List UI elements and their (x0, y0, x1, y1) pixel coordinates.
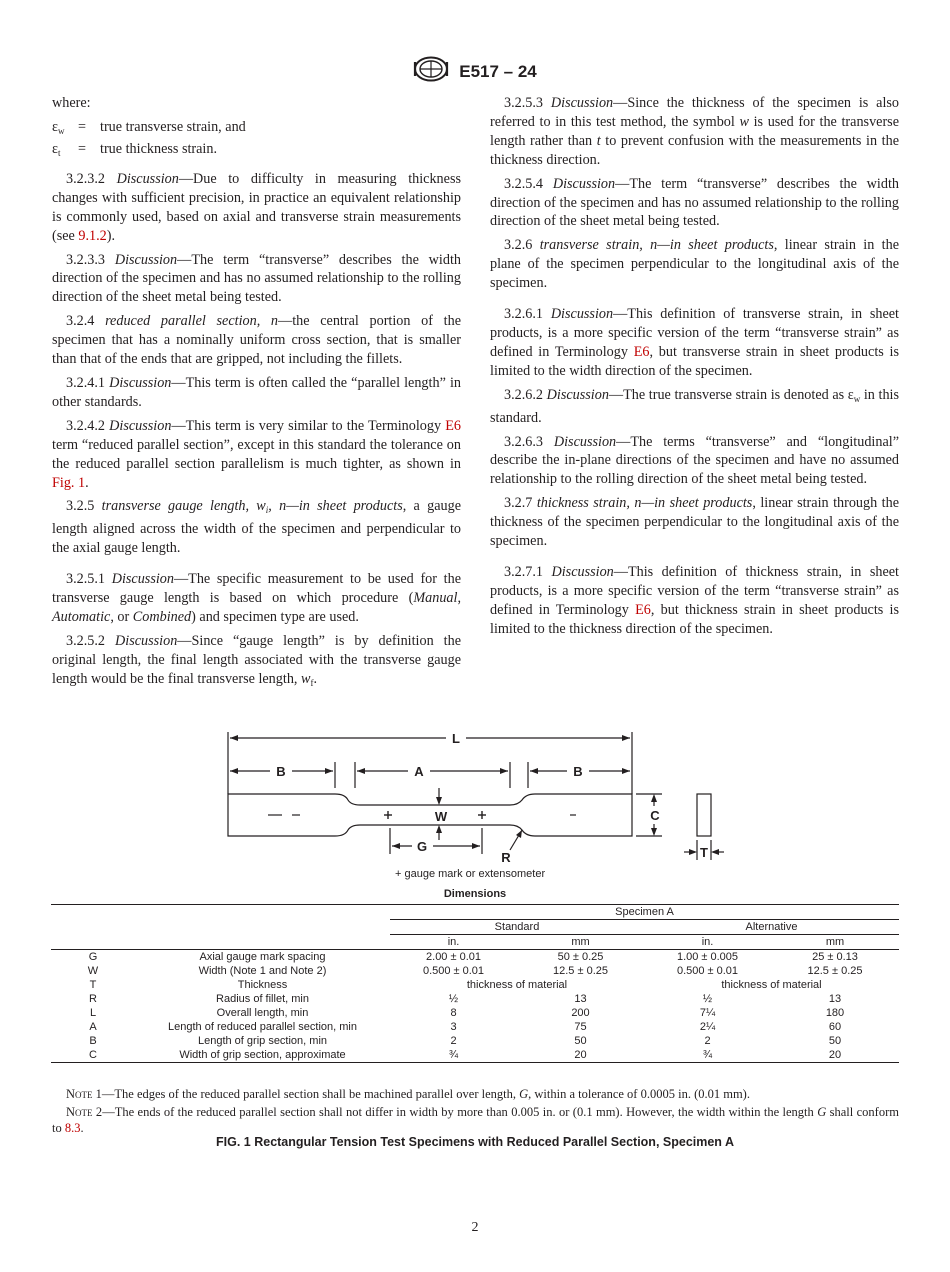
para-3-2-7: 3.2.7 thickness strain, n—in sheet products, linear strain through the thickness of the specimen perpendicular to the longitudinal axis of the specimen. (490, 495, 899, 550)
para-3-2-4-2: 3.2.4.2 Discussion—This term is very similar to the Terminology E6 term “reduced parallel section”, except in this standard the tolerance on the reduced parallel section parallelism is much tighter, as shown in Fig. 1. (52, 417, 461, 491)
where-label: where: (52, 95, 91, 111)
page-number: 2 (471, 1220, 479, 1235)
dim-label-g: G (416, 839, 428, 854)
para-3-2-6-2: 3.2.6.2 Discussion—The true transverse strain is denoted as $\varepsilon_w$ in this standard. (490, 386, 899, 426)
table-header-row (51, 920, 899, 935)
para-3-2-6-3: 3.2.6.3 Discussion—The terms “transverse” and “longitudinal” describe the in-plane directions of the specimen and have no assumed relationship to the rolling direction of the sheet metal being tested. (490, 433, 899, 488)
table-row: W Width (Note 1 and Note 2) 0.500 ± 0.01 12.5 ± 0.25 0.500 ± 0.01 12.5 ± 0.25 (87, 965, 863, 977)
table-row: B Length of grip section, min 2 50 2 50 (89, 1035, 842, 1047)
table-row: C Width of grip section, approximate ¾ 20 ¾ 20 (51, 1048, 899, 1063)
para-3-2-5-1: 3.2.5.1 Discussion—The specific measurement to be used for the transverse gauge length is based on which procedure (Manual, Automatic, or Combined) and specimen type are used. (52, 571, 462, 625)
definition-row: $\varepsilon_w$ = true transverse strain, and (52, 118, 246, 136)
dim-label-r: R (501, 850, 511, 865)
specimen-drawing (220, 722, 740, 872)
specimen-header: Specimen A (390, 905, 899, 920)
gauge-mark-legend: + gauge mark or extensometer (395, 868, 546, 880)
dim-label-b: B (276, 764, 286, 779)
right-column (490, 94, 899, 644)
alternative-header: Alternative (644, 920, 899, 935)
para-3-2-5: 3.2.5 transverse gauge length, $w_i$, n—in sheet products, a gauge length aligned across the width of the specimen and perpendicular to the axial gauge length. (52, 498, 462, 557)
standard-designation: E517 – 24 (459, 61, 537, 81)
ref-link-fig-1[interactable]: Fig. 1 (52, 474, 86, 491)
dim-label-t: T (700, 845, 708, 860)
ref-link-e6[interactable]: E6 (633, 343, 650, 360)
dimensions-title: Dimensions (443, 888, 507, 900)
para-3-2-3-2: 3.2.3.2 Discussion—Due to difficulty in measuring thickness changes with sufficient precision, in practice an equivalent relationship is commonly used, based on axial and transverse strain measurements (see 9.1.2). (52, 170, 461, 244)
para-3-2-3-3: 3.2.3.3 Discussion—The term “transverse” describes the width direction of the specimen and has no assumed relationship to the rolling direction of the sheet metal being tested. (52, 251, 462, 306)
para-3-2-4: 3.2.4 reduced parallel section, n—the central portion of the specimen that has a nominally uniform cross section, that is smaller than that of the ends that are gripped, not including the fillets. (52, 313, 462, 368)
figure-title: FIG. 1 Rectangular Tension Test Specimens with Reduced Parallel Section, Specimen A (216, 1135, 734, 1149)
para-3-2-5-4: 3.2.5.4 Discussion—The term “transverse” describes the width direction of the specimen and has no assumed relationship to the rolling direction of the sheet metal being tested. (490, 175, 900, 230)
para-3-2-6-1: 3.2.6.1 Discussion—This definition of transverse strain, in sheet products, is a more specific version of the term “transverse strain” as defined in Terminology E6, but transverse strain in sheet products is limited to the width direction of the specimen. (490, 306, 900, 379)
dim-label-b: B (573, 764, 583, 779)
para-3-2-7-1: 3.2.7.1 Discussion—This definition of thickness strain, in sheet products, is a more specific version of the term “transverse strain” as defined in Terminology E6, but thickness strain in sheet products is limited to the thickness direction of the specimen. (490, 563, 900, 637)
table-row: A Length of reduced parallel section, min 3 75 2¼ 60 (89, 1021, 842, 1033)
dim-label-w: W (434, 809, 448, 824)
para-3-2-5-2: 3.2.5.2 Discussion—Since “gauge length” is by definition the original length, the final length associated with the transverse gauge length would be the final transverse length, $w_f$. (52, 632, 462, 688)
table-row: R Radius of fillet, min ½ 13 ½ 13 (89, 993, 842, 1005)
table-row: L Overall length, min 8 200 7¼ 180 (89, 1007, 845, 1019)
definition-row: $\varepsilon_t$ = true thickness strain. (52, 140, 218, 158)
dim-label-l: L (452, 731, 460, 746)
para-3-2-5-3: 3.2.5.3 Discussion—Since the thickness of the specimen is also referred to in this test method, the symbol w is used for the transverse length rather than t to prevent confusion with the measurements in the thickness direction. (490, 95, 900, 168)
note-2: Note 2—The ends of the reduced parallel section shall not differ in width by more than 0.005 in. or (0.1 mm). However, the width within the length G shall conform to 8.3. (52, 1105, 899, 1135)
standard-header: Standard (390, 920, 644, 935)
para-3-2-6: 3.2.6 transverse strain, n—in sheet products, linear strain in the plane of the specimen perpendicular to the longitudinal axis of the specimen. (490, 237, 899, 292)
dim-label-a: A (414, 764, 424, 779)
table-row: T Thickness thickness of material thickness of material (89, 979, 822, 991)
dimensions-table (51, 904, 899, 1063)
ref-link-e6[interactable]: E6 (445, 417, 461, 434)
ref-link-8-3[interactable]: 8.3 (64, 1121, 81, 1135)
dim-label-c: C (650, 808, 660, 823)
para-3-2-4-1: 3.2.4.1 Discussion—This term is often called the “parallel length” in other standards. (52, 374, 461, 410)
left-column (52, 94, 461, 698)
page-header (0, 56, 950, 87)
ref-link-9-1-2[interactable]: 9.1.2 (78, 227, 107, 244)
units-row: in. mm in. mm (51, 935, 899, 950)
astm-logo-icon (413, 56, 449, 87)
table-header-row (51, 905, 899, 920)
note-1: Note 1—The edges of the reduced parallel section shall be machined parallel over length, G, within a tolerance of 0.0005 in. (0.01 mm). (66, 1087, 750, 1101)
ref-link-e6[interactable]: E6 (635, 601, 651, 618)
table-row: G Axial gauge mark spacing 2.00 ± 0.01 50 ± 0.25 1.00 ± 0.005 25 ± 0.13 (88, 951, 858, 963)
strain-definitions (52, 118, 461, 162)
